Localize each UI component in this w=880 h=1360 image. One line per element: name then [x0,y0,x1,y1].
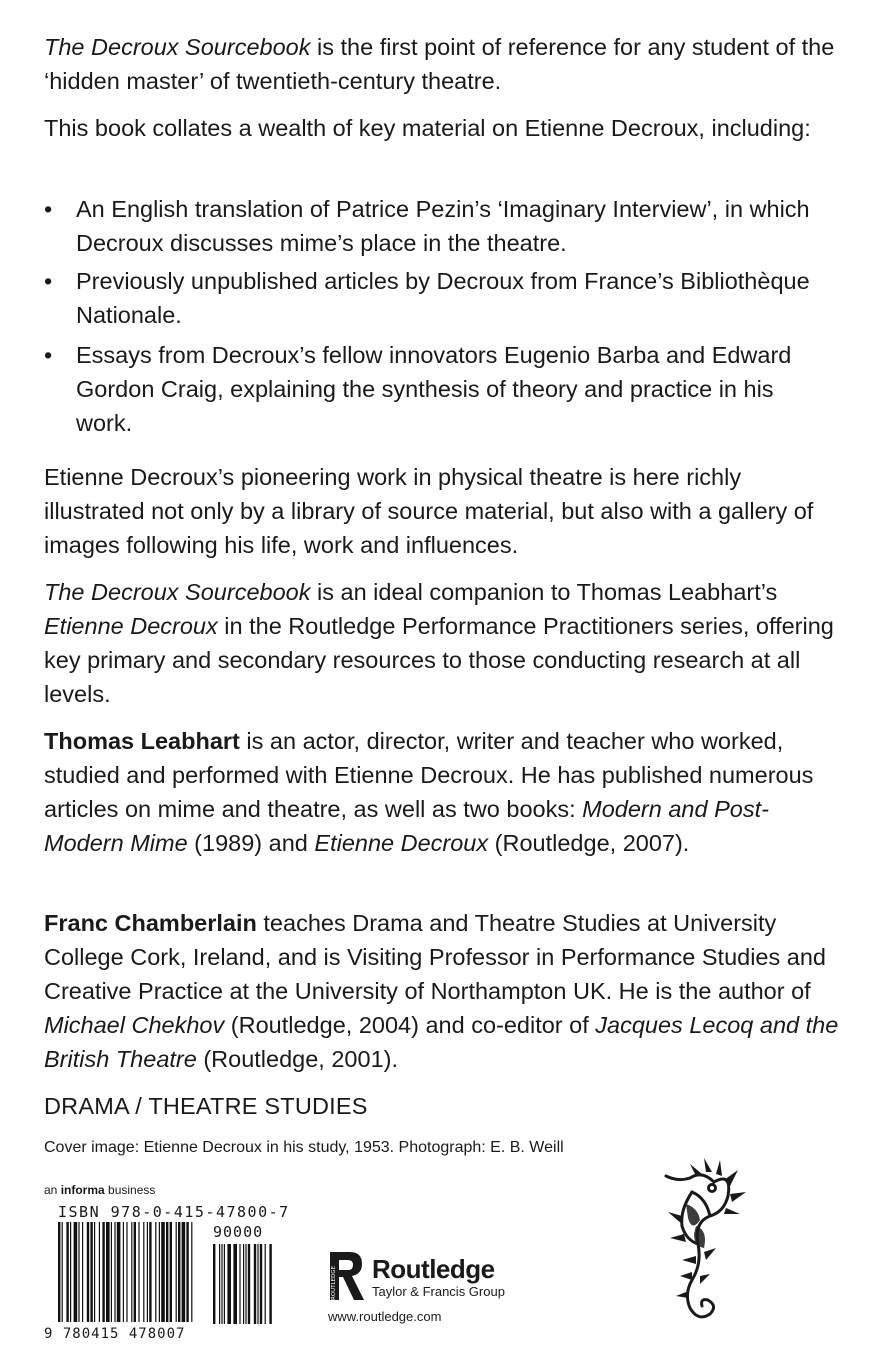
bio-text: (Routledge, 2007). [488,830,690,856]
companion-text: in the Routledge Performance Practitioners series, offering key primary and secondary resources to those conducting research at all levels. [44,613,834,707]
book-title: Jacques Lecoq and the British Theatre [44,1012,839,1072]
book-title: Modern and Post-Modern Mime [44,796,769,856]
book-title: Etienne Decroux [314,830,489,856]
informa-brand: informa [60,1183,105,1197]
pioneering-paragraph: Etienne Decroux’s pioneering work in physical theatre is here richly illustrated not only by a library of source material, but also with a gallery of images following his life, work and influences. [44,464,814,558]
bio-text: teaches Drama and Theatre Studies at University College Cork, Ireland, and is Visiting Professor in Performance Studies and Creative Practice at the University of Northampton UK. He is the author of [44,910,826,1004]
bullet-text: Previously unpublished articles by Decroux from France’s Bibliothèque Nationale. [76,268,810,328]
cover-credit: Cover image: Etienne Decroux in his study, 1953. Photograph: E. B. Weill [44,1139,564,1156]
routledge-logo-text: ROUTLEDGE [331,1265,337,1300]
collates-paragraph: This book collates a wealth of key material on Etienne Decroux, including: [44,115,811,141]
intro-text: is the first point of reference for any student of the ‘hidden master’ of twentieth-century theatre. [44,34,835,94]
barcode-number: 9 780415 478007 [44,1326,186,1342]
bullet-icon: • [44,268,53,294]
bullet-text: Essays from Decroux’s fellow innovators Eugenio Barba and Edward Gordon Craig, explaining the synthesis of theory and practice in his work. [76,342,792,436]
book-title: The Decroux Sourcebook [44,579,311,605]
author-name: Franc Chamberlain [44,910,257,936]
bullet-icon: • [44,196,53,222]
bio-text: (Routledge, 2001). [196,1046,398,1072]
companion-paragraph [44,575,844,711]
bullet-icon: • [44,342,53,368]
bio-text: is an actor, director, writer and teacher who worked, studied and performed with Etienne Decroux. He has published numerous articles on mime and theatre, as well as two books: [44,728,814,822]
author-name: Thomas Leabhart [44,728,240,754]
publisher-group: Taylor & Francis Group [372,1284,505,1299]
seahorse-logo-icon [652,1152,752,1332]
isbn-label: ISBN 978-0-415-47800-7 [58,1203,290,1221]
subject-category: DRAMA / THEATRE STUDIES [44,1093,368,1119]
leabhart-bio [44,724,844,860]
publisher-website[interactable]: www.routledge.com [328,1309,442,1324]
book-title: The Decroux Sourcebook [44,34,311,60]
informa-prefix: an [44,1183,61,1197]
bio-text: (1989) and [187,830,315,856]
informa-suffix: business [104,1183,156,1197]
bullet-text: An English translation of Patrice Pezin’s ‘Imaginary Interview’, in which Decroux discusses mime’s place in the theatre. [76,196,810,256]
book-title: Michael Chekhov [44,1012,225,1038]
routledge-logo-icon [328,1250,368,1302]
publisher-name: Routledge [372,1254,495,1284]
book-title: Etienne Decroux [44,613,218,639]
chamberlain-bio [44,906,844,1076]
barcode-addon: 90000 [213,1223,264,1241]
informa-tagline [44,1182,155,1198]
intro-paragraph [44,30,844,98]
companion-text: is an ideal companion to Thomas Leabhart’s [310,579,778,605]
bio-text: (Routledge, 2004) and co-editor of [224,1012,596,1038]
